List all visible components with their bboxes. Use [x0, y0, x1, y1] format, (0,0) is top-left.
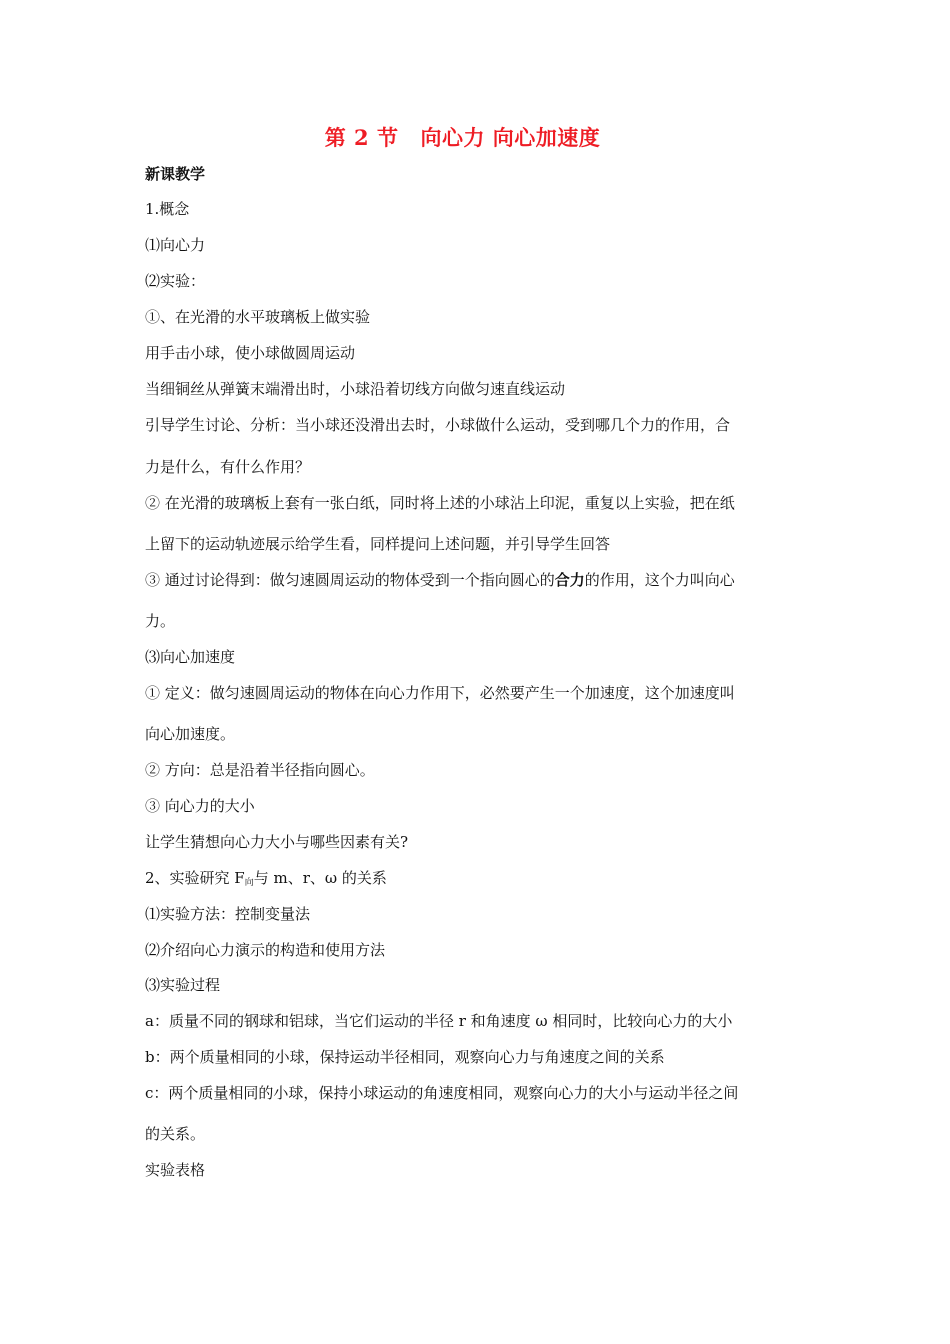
text-line: ①、在光滑的水平玻璃板上做实验 [145, 308, 371, 326]
title-section-number: 第 2 节 [324, 125, 399, 150]
page-title [0, 122, 925, 152]
text-line [145, 868, 815, 893]
text-line: ⑶向心加速度 [145, 648, 236, 666]
text-line: 力是什么，有什么作用？ [145, 458, 311, 476]
text-segment: 的作用，这个力叫向心 [584, 571, 735, 589]
text-line: ⑵介绍向心力演示的构造和使用方法 [145, 941, 386, 959]
text-line: 引导学生讨论、分析：当小球还没滑出去时，小球做什么运动，受到哪几个力的作用，合 [145, 416, 731, 434]
subscript: 向 [244, 878, 254, 888]
text-line: ⑵实验： [145, 272, 206, 290]
text-line: a：质量不同的钢球和铝球，当它们运动的半径 r 和角速度 ω 相同时，比较向心力的大小 [145, 1012, 733, 1030]
text-line: ⑶实验过程 [145, 976, 221, 994]
text-line: 让学生猜想向心力大小与哪些因素有关? [145, 833, 409, 851]
text-segment: ③ 通过讨论得到：做匀速圆周运动的物体受到一个指向圆心的 [145, 571, 555, 589]
text-segment: 与 m、r、ω 的关系 [253, 869, 387, 887]
text-line: 力。 [145, 612, 176, 630]
text-line [145, 570, 815, 590]
emphasis-text: 合力 [554, 571, 585, 589]
text-line: ⑴实验方法：控制变量法 [145, 905, 311, 923]
section-heading: 新课教学 [145, 165, 206, 183]
text-line: ① 定义：做匀速圆周运动的物体在向心力作用下，必然要产生一个加速度，这个加速度叫 [145, 684, 735, 702]
text-line: 用手击小球，使小球做圆周运动 [145, 344, 356, 362]
text-line: ③ 向心力的大小 [145, 797, 255, 815]
text-segment: 2、实验研究 F [145, 869, 245, 887]
text-line: c：两个质量相同的小球，保持小球运动的角速度相同，观察向心力的大小与运动半径之间 [145, 1084, 739, 1102]
text-line: ② 在光滑的玻璃板上套有一张白纸，同时将上述的小球沾上印泥，重复以上实验，把在纸 [145, 494, 735, 512]
text-line: 的关系。 [145, 1125, 206, 1143]
text-line: 向心加速度。 [145, 725, 236, 743]
text-line: 上留下的运动轨迹展示给学生看，同样提问上述问题，并引导学生回答 [145, 535, 611, 553]
text-line: b：两个质量相同的小球，保持运动半径相同，观察向心力与角速度之间的关系 [145, 1048, 665, 1066]
text-line: ⑴向心力 [145, 236, 206, 254]
text-line: 当细铜丝从弹簧末端滑出时，小球沿着切线方向做匀速直线运动 [145, 380, 566, 398]
title-text: 向心力 向心加速度 [420, 125, 601, 150]
text-line: ② 方向：总是沿着半径指向圆心。 [145, 761, 375, 779]
text-line: 1.概念 [145, 200, 190, 218]
text-line: 实验表格 [145, 1161, 206, 1179]
